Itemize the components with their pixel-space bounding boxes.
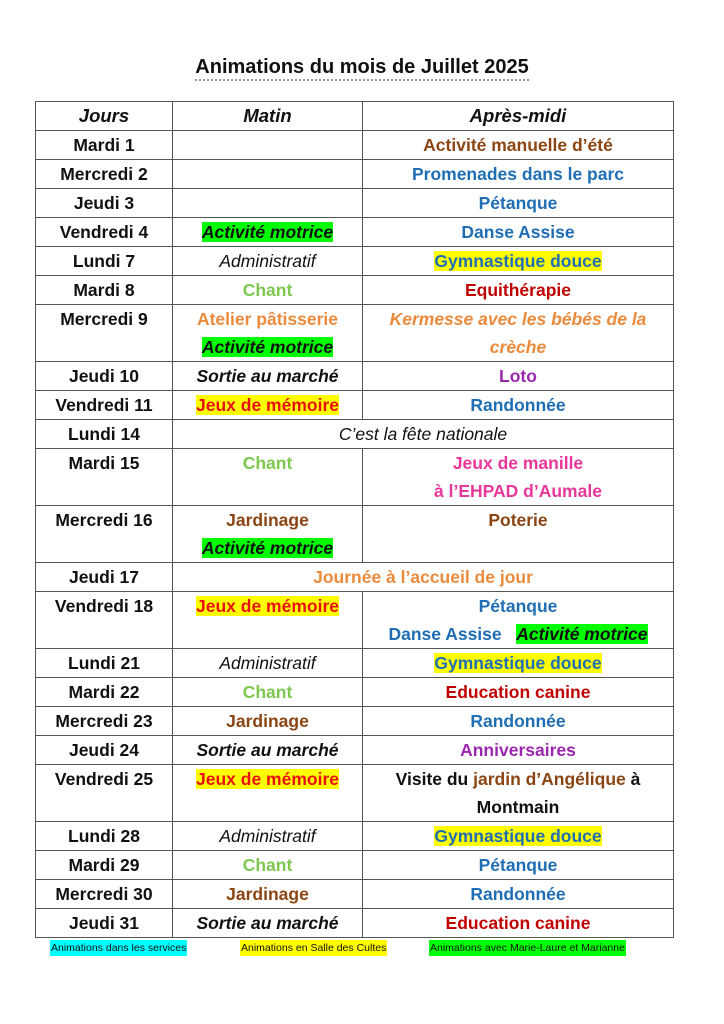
morning-cell <box>173 736 363 765</box>
table-row <box>36 563 674 592</box>
afternoon-cell <box>363 131 674 160</box>
afternoon-activity: Pétanque <box>478 193 558 213</box>
day-cell: Vendredi 11 <box>36 391 173 420</box>
day-cell: Jeudi 24 <box>36 736 173 765</box>
day-cell: Jeudi 31 <box>36 909 173 938</box>
morning-activity: Chant <box>242 855 293 875</box>
table-row <box>36 765 674 822</box>
day-cell: Mercredi 30 <box>36 880 173 909</box>
morning-activity: Jardinage <box>226 510 309 530</box>
header-matin: Matin <box>173 102 363 131</box>
day-cell: Vendredi 4 <box>36 218 173 247</box>
afternoon-activity: Pétanque <box>478 596 558 616</box>
morning-activity: Chant <box>242 280 293 300</box>
table-row <box>36 189 674 218</box>
afternoon-cell <box>363 822 674 851</box>
day-cell: Mercredi 23 <box>36 707 173 736</box>
morning-cell <box>173 391 363 420</box>
page-title <box>0 56 724 79</box>
morning-activity-2: Activité motrice <box>201 538 334 558</box>
table-row <box>36 247 674 276</box>
afternoon-cell <box>363 189 674 218</box>
afternoon-cell <box>363 851 674 880</box>
afternoon-cell <box>363 909 674 938</box>
afternoon-cell <box>363 305 674 362</box>
afternoon-cell <box>363 160 674 189</box>
afternoon-cell <box>363 736 674 765</box>
legend <box>0 940 724 956</box>
day-cell: Vendredi 25 <box>36 765 173 822</box>
morning-activity: Administratif <box>219 251 316 271</box>
morning-cell <box>173 851 363 880</box>
morning-cell <box>173 765 363 822</box>
table-row <box>36 592 674 649</box>
morning-cell <box>173 362 363 391</box>
table-row <box>36 305 674 362</box>
afternoon-cell <box>363 449 674 506</box>
morning-cell <box>173 909 363 938</box>
day-cell: Mardi 8 <box>36 276 173 305</box>
table-row <box>36 160 674 189</box>
afternoon-activity-2: à l’EHPAD d’Aumale <box>434 481 602 501</box>
morning-cell <box>173 218 363 247</box>
afternoon-activity: Loto <box>499 366 537 386</box>
afternoon-activity-2: Danse Assise <box>388 624 502 644</box>
afternoon-activity: Kermesse avec les bébés de la <box>389 309 647 329</box>
morning-activity: Sortie au marché <box>196 913 339 933</box>
afternoon-activity: Education canine <box>445 913 591 933</box>
morning-activity: Sortie au marché <box>196 366 339 386</box>
day-cell: Mercredi 16 <box>36 506 173 563</box>
morning-cell <box>173 131 363 160</box>
day-cell: Jeudi 10 <box>36 362 173 391</box>
day-cell: Lundi 7 <box>36 247 173 276</box>
afternoon-cell <box>363 592 674 649</box>
afternoon-activity-2: Montmain <box>476 797 560 817</box>
morning-activity: Activité motrice <box>201 222 334 242</box>
afternoon-activity: Randonnée <box>470 395 566 415</box>
morning-cell <box>173 880 363 909</box>
day-cell: Mercredi 9 <box>36 305 173 362</box>
day-cell: Mardi 1 <box>36 131 173 160</box>
afternoon-cell <box>363 649 674 678</box>
day-cell: Mardi 22 <box>36 678 173 707</box>
morning-cell <box>173 160 363 189</box>
legend-services: Animations dans les services <box>51 942 187 954</box>
morning-activity-2: Activité motrice <box>201 337 334 357</box>
afternoon-cell <box>363 506 674 563</box>
table-row <box>36 851 674 880</box>
afternoon-activity: Poterie <box>488 510 548 530</box>
day-cell: Mardi 29 <box>36 851 173 880</box>
morning-activity: Chant <box>242 682 293 702</box>
afternoon-activity: Pétanque <box>478 855 558 875</box>
schedule-table <box>35 101 674 938</box>
morning-cell <box>173 247 363 276</box>
table-row <box>36 880 674 909</box>
morning-cell <box>173 189 363 218</box>
table-row <box>36 131 674 160</box>
afternoon-cell <box>363 765 674 822</box>
day-cell: Mercredi 2 <box>36 160 173 189</box>
header-row <box>36 102 674 131</box>
afternoon-activity-part-3: à <box>625 769 641 789</box>
afternoon-activity: Gymnastique douce <box>434 826 602 846</box>
day-cell: Lundi 28 <box>36 822 173 851</box>
afternoon-cell <box>363 880 674 909</box>
morning-activity: Administratif <box>219 826 316 846</box>
afternoon-activity-part-2: jardin d’Angélique <box>473 769 626 789</box>
table-row <box>36 678 674 707</box>
afternoon-activity: Activité manuelle d’été <box>423 135 613 155</box>
morning-activity: Administratif <box>219 653 316 673</box>
full-day-activity: Journée à l’accueil de jour <box>313 567 533 587</box>
legend-salle-des-cultes: Animations en Salle des Cultes <box>241 942 387 954</box>
morning-activity: Jardinage <box>226 884 309 904</box>
afternoon-cell <box>363 391 674 420</box>
afternoon-activity: Gymnastique douce <box>434 653 602 673</box>
table-row <box>36 449 674 506</box>
day-cell: Lundi 14 <box>36 420 173 449</box>
morning-cell <box>173 649 363 678</box>
afternoon-activity: Jeux de manille <box>452 453 584 473</box>
morning-cell <box>173 592 363 649</box>
table-row <box>36 362 674 391</box>
table-row <box>36 218 674 247</box>
morning-cell <box>173 305 363 362</box>
afternoon-cell <box>363 707 674 736</box>
morning-activity: Jardinage <box>226 711 309 731</box>
morning-cell <box>173 822 363 851</box>
afternoon-cell <box>363 247 674 276</box>
morning-activity: Jeux de mémoire <box>196 596 339 616</box>
morning-cell <box>173 449 363 506</box>
table-row <box>36 391 674 420</box>
full-day-activity: C’est la fête nationale <box>338 424 508 444</box>
afternoon-activity: Randonnée <box>470 884 566 904</box>
table-row <box>36 822 674 851</box>
afternoon-cell <box>363 218 674 247</box>
day-cell: Mardi 15 <box>36 449 173 506</box>
table-row <box>36 736 674 765</box>
morning-cell <box>173 276 363 305</box>
afternoon-cell <box>363 362 674 391</box>
afternoon-cell <box>363 678 674 707</box>
afternoon-activity: Education canine <box>445 682 591 702</box>
morning-activity: Jeux de mémoire <box>196 769 339 789</box>
morning-activity: Chant <box>242 453 293 473</box>
morning-activity: Sortie au marché <box>196 740 339 760</box>
header-apres-midi: Après-midi <box>363 102 674 131</box>
table-row <box>36 420 674 449</box>
page-title-text: Animations du mois de Juillet 2025 <box>195 56 528 81</box>
morning-activity: Atelier pâtisserie <box>196 309 339 329</box>
afternoon-activity-2: crèche <box>489 337 547 357</box>
day-cell: Vendredi 18 <box>36 592 173 649</box>
table-row <box>36 909 674 938</box>
table-row <box>36 649 674 678</box>
legend-marie-laure: Animations avec Marie-Laure et Marianne <box>430 942 625 954</box>
afternoon-activity-3: Activité motrice <box>516 624 648 644</box>
table-row <box>36 276 674 305</box>
afternoon-activity: Gymnastique douce <box>434 251 602 271</box>
day-cell: Jeudi 3 <box>36 189 173 218</box>
full-day-cell <box>173 420 674 449</box>
afternoon-activity: Equithérapie <box>465 280 571 300</box>
morning-cell <box>173 506 363 563</box>
table-row <box>36 506 674 563</box>
afternoon-activity: Randonnée <box>470 711 566 731</box>
morning-activity: Jeux de mémoire <box>196 395 339 415</box>
afternoon-cell <box>363 276 674 305</box>
header-jours: Jours <box>36 102 173 131</box>
morning-cell <box>173 678 363 707</box>
afternoon-activity: Anniversaires <box>460 740 576 760</box>
full-day-cell <box>173 563 674 592</box>
table-row <box>36 707 674 736</box>
day-cell: Jeudi 17 <box>36 563 173 592</box>
day-cell: Lundi 21 <box>36 649 173 678</box>
morning-cell <box>173 707 363 736</box>
afternoon-activity: Promenades dans le parc <box>411 164 625 184</box>
afternoon-activity: Danse Assise <box>461 222 575 242</box>
afternoon-activity-part-1: Visite du <box>395 769 474 789</box>
